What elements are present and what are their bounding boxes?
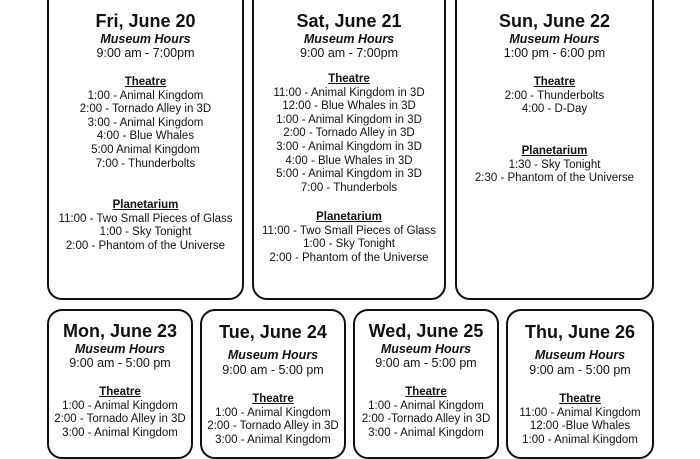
theatre-showing: 1:00 - Animal Kingdom	[87, 89, 204, 102]
museum-hours-value: 9:00 am - 5:00 pm	[222, 363, 324, 377]
day-heading: Sun, June 22	[498, 11, 611, 31]
theatre-showing: 3:00 - Animal Kingdom	[87, 116, 204, 129]
theatre-heading: Theatre	[559, 393, 601, 405]
day-card-sat-june-21	[252, 0, 446, 300]
theatre-showing: 11:00 - Animal Kingdom in 3D	[273, 86, 425, 99]
day-card-sun-june-22	[455, 0, 654, 300]
planetarium-showing: 1:00 - Sky Tonight	[99, 226, 192, 239]
museum-hours-label: Museum Hours	[303, 32, 395, 46]
theatre-showing: 5:00 Animal Kingdom	[91, 143, 200, 156]
day-card-fri-june-20	[47, 0, 244, 300]
theatre-showing: 12:00 -Blue Whales	[529, 420, 631, 433]
planetarium-heading: Planetarium	[112, 199, 179, 211]
museum-hours-value: 9:00 am - 5:00 pm	[529, 363, 631, 377]
theatre-heading: Theatre	[328, 73, 370, 85]
theatre-showing: 2:00 -Tornado Alley in 3D	[361, 413, 491, 426]
planetarium-showing: 2:30 - Phantom of the Universe	[474, 172, 635, 185]
planetarium-section	[457, 145, 652, 186]
day-card-wed-june-25	[353, 309, 499, 459]
theatre-showing: 2:00 - Tornado Alley in 3D	[207, 420, 339, 433]
day-heading: Wed, June 25	[368, 321, 484, 341]
museum-hours-value: 9:00 am - 7:00pm	[300, 46, 398, 60]
theatre-section	[457, 76, 652, 117]
theatre-heading: Theatre	[124, 76, 167, 88]
planetarium-heading: Planetarium	[521, 145, 588, 157]
theatre-heading: Theatre	[533, 76, 576, 88]
theatre-showing: 5:00 - Animal Kingdom in 3D	[276, 168, 422, 181]
theatre-showing: 7:00 - Thunderbolts	[95, 157, 196, 170]
planetarium-showing: 2:00 - Phantom of the Universe	[269, 251, 429, 264]
theatre-showing: 4:00 - Blue Whales	[96, 130, 195, 143]
day-heading: Thu, June 26	[524, 322, 636, 342]
day-card-mon-june-23	[47, 309, 193, 459]
theatre-showing: 1:00 - Animal Kingdom	[215, 406, 331, 419]
theatre-showing: 1:00 - Animal Kingdom	[62, 399, 178, 412]
museum-hours-value: 9:00 am - 7:00pm	[96, 46, 195, 60]
planetarium-section	[254, 211, 444, 265]
museum-hours-value: 1:00 pm - 6:00 pm	[503, 46, 606, 60]
museum-hours-label: Museum Hours	[380, 342, 472, 356]
theatre-section	[49, 386, 191, 440]
theatre-showing: 3:00 - Animal Kingdom	[368, 426, 484, 439]
day-card-tue-june-24	[200, 309, 346, 459]
theatre-showing: 4:00 - Blue Whales in 3D	[285, 154, 413, 167]
theatre-section	[254, 73, 444, 195]
planetarium-heading: Planetarium	[316, 211, 382, 223]
day-heading: Sat, June 21	[296, 11, 402, 31]
theatre-showing: 1:00 - Animal Kingdom	[368, 399, 484, 412]
theatre-section	[49, 76, 242, 171]
theatre-heading: Theatre	[405, 386, 447, 398]
theatre-showing: 3:00 - Animal Kingdom in 3D	[276, 140, 422, 153]
theatre-showing: 4:00 - D-Day	[521, 103, 588, 116]
planetarium-showing: 11:00 - Two Small Pieces of Glass	[58, 212, 233, 225]
theatre-showing: 2:00 - Tornado Alley in 3D	[79, 103, 212, 116]
theatre-showing: 7:00 - Thunderbols	[300, 181, 398, 194]
theatre-showing: 1:00 - Animal Kingdom	[522, 433, 638, 446]
museum-hours-value: 9:00 am - 5:00 pm	[69, 356, 171, 370]
planetarium-showing: 2:00 - Phantom of the Universe	[65, 239, 226, 252]
theatre-showing: 3:00 - Animal Kingdom	[215, 433, 331, 446]
theatre-showing: 2:00 - Tornado Alley in 3D	[283, 127, 415, 140]
theatre-showing: 3:00 - Animal Kingdom	[62, 426, 178, 439]
theatre-heading: Theatre	[99, 386, 141, 398]
theatre-section	[508, 393, 652, 447]
day-heading: Mon, June 23	[62, 321, 178, 341]
museum-hours-label: Museum Hours	[74, 342, 166, 356]
museum-hours-label: Museum Hours	[534, 348, 626, 362]
planetarium-showing: 11:00 - Two Small Pieces of Glass	[261, 224, 437, 237]
planetarium-showing: 1:00 - Sky Tonight	[303, 238, 395, 251]
theatre-section	[355, 386, 497, 440]
theatre-showing: 2:00 - Tornado Alley in 3D	[54, 413, 186, 426]
museum-hours-label: Museum Hours	[509, 32, 600, 46]
museum-hours-label: Museum Hours	[100, 32, 191, 46]
theatre-showing: 2:00 - Thunderbolts	[504, 89, 605, 102]
theatre-showing: 12:00 - Blue Whales in 3D	[282, 100, 416, 113]
theatre-showing: 1:00 - Animal Kingdom in 3D	[276, 113, 422, 126]
day-heading: Fri, June 20	[95, 11, 196, 31]
museum-hours-label: Museum Hours	[227, 348, 319, 362]
planetarium-section	[49, 199, 242, 253]
theatre-section	[202, 393, 344, 447]
theatre-showing: 11:00 - Animal Kingdom	[519, 406, 641, 419]
planetarium-showing: 1:30 - Sky Tonight	[508, 158, 601, 171]
day-heading: Tue, June 24	[219, 322, 327, 342]
museum-hours-value: 9:00 am - 5:00 pm	[375, 356, 477, 370]
day-card-thu-june-26	[506, 309, 654, 459]
theatre-heading: Theatre	[252, 393, 294, 405]
